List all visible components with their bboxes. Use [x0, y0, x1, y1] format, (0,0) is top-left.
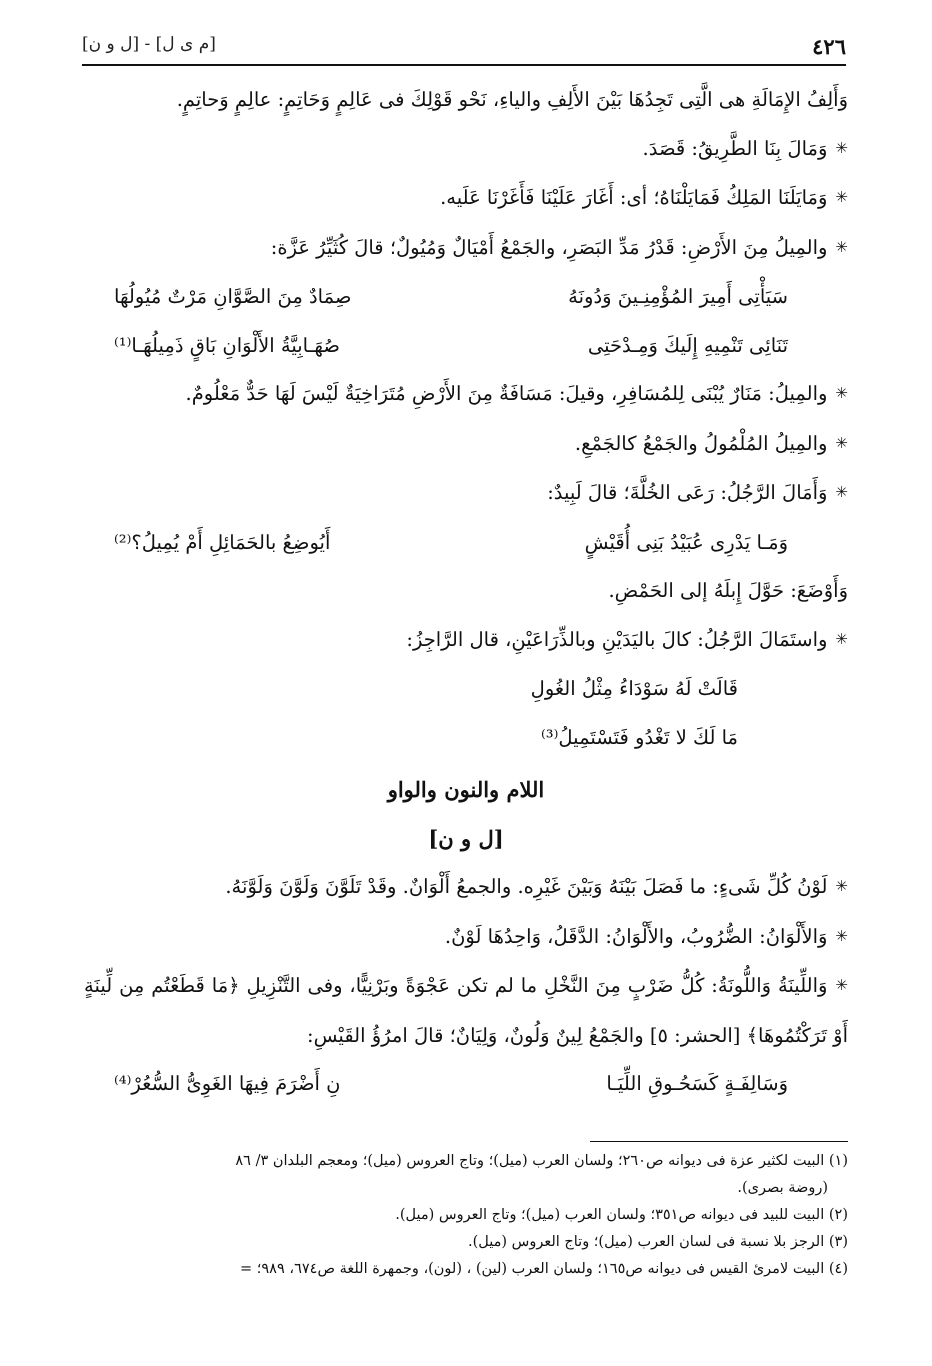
entry: ✳ وَأَمَالَ الرَّجُلُ: رَعَى الخُلَّةَ؛ قالَ لَبِيدٌ:	[84, 469, 848, 519]
page-number: ٤٢٦	[812, 34, 846, 59]
verse-line	[84, 519, 848, 568]
running-head: [م ى ل] - [ل و ن]	[82, 34, 216, 54]
entry: ✳ وَمَايَلَنَا المَلِكُ فَمَايَلْنَاهُ؛ أى: أَغَارَ عَلَيْنَا فَأَغَرْنَا عَلَيه.	[84, 174, 848, 224]
verse-hemistich: نِ أَضْرَمَ فِيهَا الغَوِىُّ السُّعُرْ⁽⁴⁾	[114, 1072, 341, 1095]
verse-line	[84, 1060, 848, 1109]
verse-hemistich: وَمَـا يَدْرِى عُبَيْدُ بَنِى أُقَيْشٍ	[584, 530, 788, 554]
entry: ✳ وَمَالَ بِنَا الطَّرِيقُ: قَصَدَ.	[84, 125, 848, 175]
verse-hemistich: أَيُوضِعُ بالحَمَائِلِ أَمْ يُمِيلُ؟⁽²⁾	[114, 530, 331, 554]
header-rule	[82, 64, 846, 66]
verse-hemistich: صِمَادٌ مِنَ الصَّوَّانِ مَرْتٌ مُيُولُهَا	[114, 285, 352, 308]
entry: ✳ لَوْنُ كُلِّ شَىءٍ: ما فَصَلَ بَيْنَهُ وَبَيْنَ غَيْرِه. والجمعُ أَلْوَانٌ. وقَدْ تَلَوَّنَ وَلَوَّنَ وَلَوَّنَهُ.	[84, 863, 848, 913]
root-title: [ل و ن]	[428, 825, 504, 851]
section-title: اللام والنون والواو	[387, 777, 545, 802]
rajaz-line: قَالَتْ لَهُ سَوْدَاءُ مِثْلُ الغُولِ	[530, 677, 738, 700]
footnote-rule	[590, 1141, 848, 1142]
entry: ✳ واستَمَالَ الرَّجُلُ: كالَ باليَدَيْنِ وبالذِّرَاعَيْنِ، قال الرَّاجِزُ:	[84, 616, 848, 666]
page-header	[82, 30, 846, 66]
footnote: (٣) الرجز بلا نسبة فى لسان العرب (ميل)؛ وتاج العروس (ميل).	[467, 1234, 848, 1250]
paragraph-intro: وَأَلِفُ الإِمَالَةِ هى الَّتِى تَجِدُهَا بَيْنَ الأَلِفِ والياءِ، نَحْو قَوْلِكَ فى عَالِمٍ وَحَاتِمٍ: عالِمٍ وَحاتِمٍ.	[176, 88, 848, 111]
continuation-line: وَأَوْضَعَ: حَوَّلَ إِبلَهُ إلى الحَمْضِ.	[608, 579, 848, 602]
rajaz-line: مَا لَكَ لا تَغْدُو فَتَسْتَمِيلُ⁽³⁾	[541, 725, 738, 749]
entry: ✳ وَاللِّينَةُ وَاللُّونَةُ: كُلُّ ضَرْبٍ مِنَ النَّخْلِ ما لم تكن عَجْوَةً وبَرْنِيًّا، وفى التَّنْزِيلِ ﴿مَا قَطَعْتُم مِن لِّينَةٍ أَوْ تَرَكْتُمُوهَا﴾ [الحشر: ٥] والجَمْعُ لِينٌ وَلُونٌ، وَلِيَانٌ؛ قالَ امرُؤُ القَيْسِ:	[84, 962, 848, 1060]
entry: ✳ وَالأَلْوَانُ: الضُّرُوبُ، والأَلْوَانُ: الدَّقَلُ، وَاحِدُهَا لَوْنٌ.	[84, 913, 848, 963]
entry: ✳ والمِيلُ: مَنَارٌ يُبْنَى لِلمُسَافِرِ، وقيلَ: مَسَافَةٌ مِنَ الأَرْضِ مُتَرَاخِيَةٌ لَيْسَ لَهَا حَدٌّ مَعْلُومٌ.	[84, 370, 848, 420]
footnote-continuation: (روضة بصرى).	[737, 1180, 828, 1196]
main-text	[84, 76, 848, 1109]
entry: ✳ والمِيلُ مِنَ الأَرْضِ: قَدْرُ مَدِّ البَصَرِ، والجَمْعُ أَمْيَالٌ وَمُيُولٌ؛ قالَ كُثَيِّرُ عَزَّة:	[84, 224, 848, 274]
footnote: (٢) البيت للبيد فى ديوانه ص٣٥١؛ ولسان العرب (ميل)؛ وتاج العروس (ميل).	[395, 1207, 848, 1223]
footnotes	[84, 1148, 848, 1283]
verse-hemistich: وَسَالِفَـةٍ كَسَحُـوقِ اللِّيَـا	[606, 1072, 788, 1095]
verse-line	[84, 273, 848, 322]
verse-hemistich: تَنَائِى تَنْمِيهِ إِلَيكَ وَمِـدْحَتِى	[587, 333, 788, 357]
verse-hemistich: صُهَـابِيَّةُ الأَلْوَانِ بَاقٍ ذَمِيلُهَـا⁽¹⁾	[114, 333, 340, 357]
footnote: (٤) البيت لامرئ القيس فى ديوانه ص١٦٥؛ ولسان العرب (لين) ، (لون)، وجمهرة اللغة ص٦٧٤، ٩٨٩؛ =	[240, 1261, 848, 1277]
entry: ✳ والمِيلُ المُلْمُولُ والجَمْعُ كالجَمْعِ.	[84, 420, 848, 470]
verse-line	[84, 322, 848, 371]
verse-hemistich: سَيَأْتِى أَمِيرَ المُؤْمِنِـينَ وَدُونَهُ	[568, 285, 788, 308]
footnote: (١) البيت لكثير عزة فى ديوانه ص٢٦٠؛ ولسان العرب (ميل)؛ وتاج العروس (ميل)؛ ومعجم البلدان ٣/ ٨٦	[235, 1153, 848, 1169]
